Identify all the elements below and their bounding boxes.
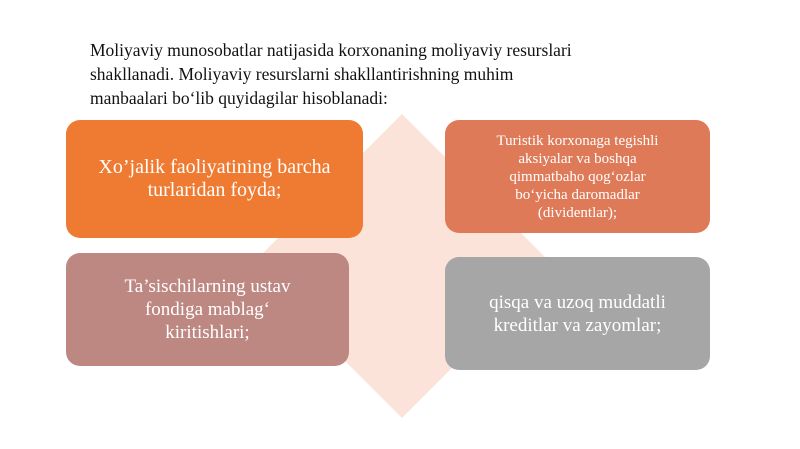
box-text-line: fondiga mablag‘ xyxy=(144,299,271,320)
intro-paragraph xyxy=(90,38,690,110)
source-box-founders-contributions xyxy=(66,253,349,366)
box-text-line: Xo’jalik faoliyatining barcha xyxy=(98,156,331,178)
intro-line: manbaalari bo‘lib quyidagilar hisoblanadi: xyxy=(90,88,388,108)
box-text-line: turlaridan foyda; xyxy=(147,179,282,201)
box-text-line: kiritishlari; xyxy=(165,322,250,343)
box-text-line: bo‘yicha daromadlar xyxy=(515,186,640,203)
box-text-line: aksiyalar va boshqa xyxy=(518,150,637,167)
source-box-dividends xyxy=(445,120,710,233)
intro-line: shakllanadi. Moliyaviy resurslarni shakllantirishning muhim xyxy=(90,64,514,84)
source-box-profit xyxy=(66,120,363,238)
box-text-line: qimmatbaho qog‘ozlar xyxy=(509,168,646,185)
box-text-line: Turistik korxonaga tegishli xyxy=(496,132,659,149)
box-text-line: kreditlar va zayomlar; xyxy=(493,314,662,336)
box-text-line: Ta’sischilarning ustav xyxy=(124,276,291,297)
box-text-line: qisqa va uzoq muddatli xyxy=(489,291,666,313)
intro-line: Moliyaviy munosobatlar natijasida korxonaning moliyaviy resurslari xyxy=(90,40,572,60)
box-text-line: (dividentlar); xyxy=(537,204,618,221)
source-box-credits-loans xyxy=(445,257,710,370)
